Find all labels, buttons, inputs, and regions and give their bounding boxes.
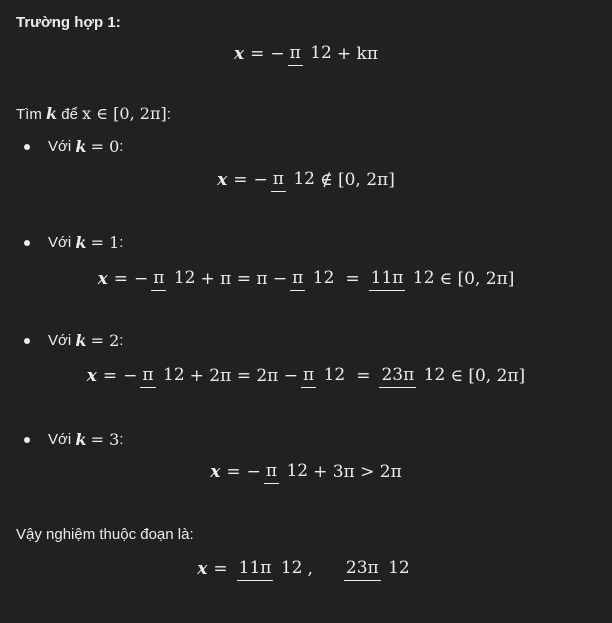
conclusion-text: Vậy nghiệm thuộc đoạn là: xyxy=(16,526,194,543)
fraction xyxy=(290,269,336,289)
fraction xyxy=(237,559,305,579)
fraction xyxy=(301,366,347,386)
denominator: 12 xyxy=(310,43,332,64)
colon: : xyxy=(119,332,124,349)
denominator: 12 xyxy=(293,169,315,190)
denominator: 12 xyxy=(423,365,446,386)
case-equation xyxy=(0,170,612,190)
minus-sign: − xyxy=(270,44,285,64)
equals-sign: = xyxy=(233,170,248,190)
denominator: 12 xyxy=(388,558,410,579)
numerator: π xyxy=(288,43,303,66)
numerator: π xyxy=(301,365,316,388)
equals-sign: = xyxy=(226,462,241,482)
main-equation xyxy=(0,44,612,64)
minus-sign: − xyxy=(123,366,138,386)
equation-tail: ∉ [0, 2π] xyxy=(320,170,395,190)
colon: : xyxy=(119,138,124,155)
numerator: 23π xyxy=(344,558,381,581)
bullet-icon xyxy=(24,240,30,246)
colon: : xyxy=(119,431,124,448)
equals-sign: = xyxy=(213,559,228,579)
find-text: Tìm xyxy=(16,106,42,123)
numerator: 11π xyxy=(237,558,274,581)
numerator: π xyxy=(290,268,305,291)
fraction xyxy=(379,366,447,386)
var-k: k xyxy=(75,137,87,156)
find-k-line xyxy=(16,104,171,123)
numerator: 23π xyxy=(379,365,416,388)
equals-sign: = xyxy=(102,366,118,386)
var-x: x xyxy=(210,462,221,482)
case-condition: = 0 xyxy=(90,137,120,156)
denominator: 12 xyxy=(173,268,196,289)
case-equation xyxy=(0,366,612,386)
fraction xyxy=(140,366,186,386)
case-label: Với xyxy=(48,138,72,155)
case-equation xyxy=(0,462,612,482)
case-equation xyxy=(0,269,612,289)
case-condition: = 3 xyxy=(90,430,120,449)
equals-sign: = xyxy=(356,366,371,386)
equation-tail: + kπ xyxy=(336,44,378,64)
case-label: Với xyxy=(48,431,72,448)
case-heading: Trường hợp 1: xyxy=(16,14,121,31)
var-k: k xyxy=(46,104,58,123)
denominator: 12 xyxy=(312,268,335,289)
equals-sign: = xyxy=(345,269,360,289)
list-item xyxy=(24,233,123,252)
denominator: 12 xyxy=(412,268,435,289)
minus-sign: − xyxy=(133,269,149,289)
list-item xyxy=(24,137,123,156)
numerator: π xyxy=(271,169,286,192)
denominator: 12 xyxy=(280,558,303,579)
colon: : xyxy=(166,106,171,123)
var-x: x xyxy=(234,44,245,64)
equation-tail: ∈ [0, 2π] xyxy=(450,366,526,386)
bullet-icon xyxy=(24,144,30,150)
var-x: x xyxy=(86,366,97,386)
case-condition: = 1 xyxy=(90,233,120,252)
fraction xyxy=(344,559,412,579)
numerator: π xyxy=(264,461,279,484)
var-x: x xyxy=(197,559,208,579)
denominator: 12 xyxy=(323,365,346,386)
var-k: k xyxy=(75,430,87,449)
final-answer xyxy=(0,559,612,579)
minus-sign: − xyxy=(246,462,261,482)
bullet-icon xyxy=(24,338,30,344)
colon: : xyxy=(119,234,124,251)
equation-tail: + 3π > 2π xyxy=(313,462,402,482)
equation-middle: + π = π − xyxy=(200,269,288,289)
bullet-icon xyxy=(24,437,30,443)
fraction xyxy=(271,170,317,190)
list-item xyxy=(24,430,123,449)
var-k: k xyxy=(75,233,87,252)
equation-tail: ∈ [0, 2π] xyxy=(439,269,515,289)
numerator: π xyxy=(140,365,155,388)
denominator: 12 xyxy=(163,365,185,386)
numerator: 11π xyxy=(369,268,406,291)
numerator: π xyxy=(151,268,166,291)
minus-sign: − xyxy=(253,170,268,190)
fraction xyxy=(151,269,197,289)
fraction xyxy=(369,269,437,289)
case-condition: = 2 xyxy=(90,331,120,350)
list-item xyxy=(24,331,123,350)
fraction xyxy=(264,462,310,482)
equals-sign: = xyxy=(250,44,265,64)
denominator: 12 xyxy=(286,461,309,482)
var-k: k xyxy=(75,331,87,350)
equals-sign: = xyxy=(113,269,128,289)
interval-math: x ∈ [0, 2π] xyxy=(82,104,167,123)
case-label: Với xyxy=(48,234,72,251)
equation-middle: + 2π = 2π − xyxy=(189,366,298,386)
case-label: Với xyxy=(48,332,72,349)
fraction xyxy=(288,44,334,64)
find-mid-text: để xyxy=(61,106,78,123)
var-x: x xyxy=(217,170,228,190)
var-x: x xyxy=(97,269,108,289)
comma: , xyxy=(307,559,313,579)
